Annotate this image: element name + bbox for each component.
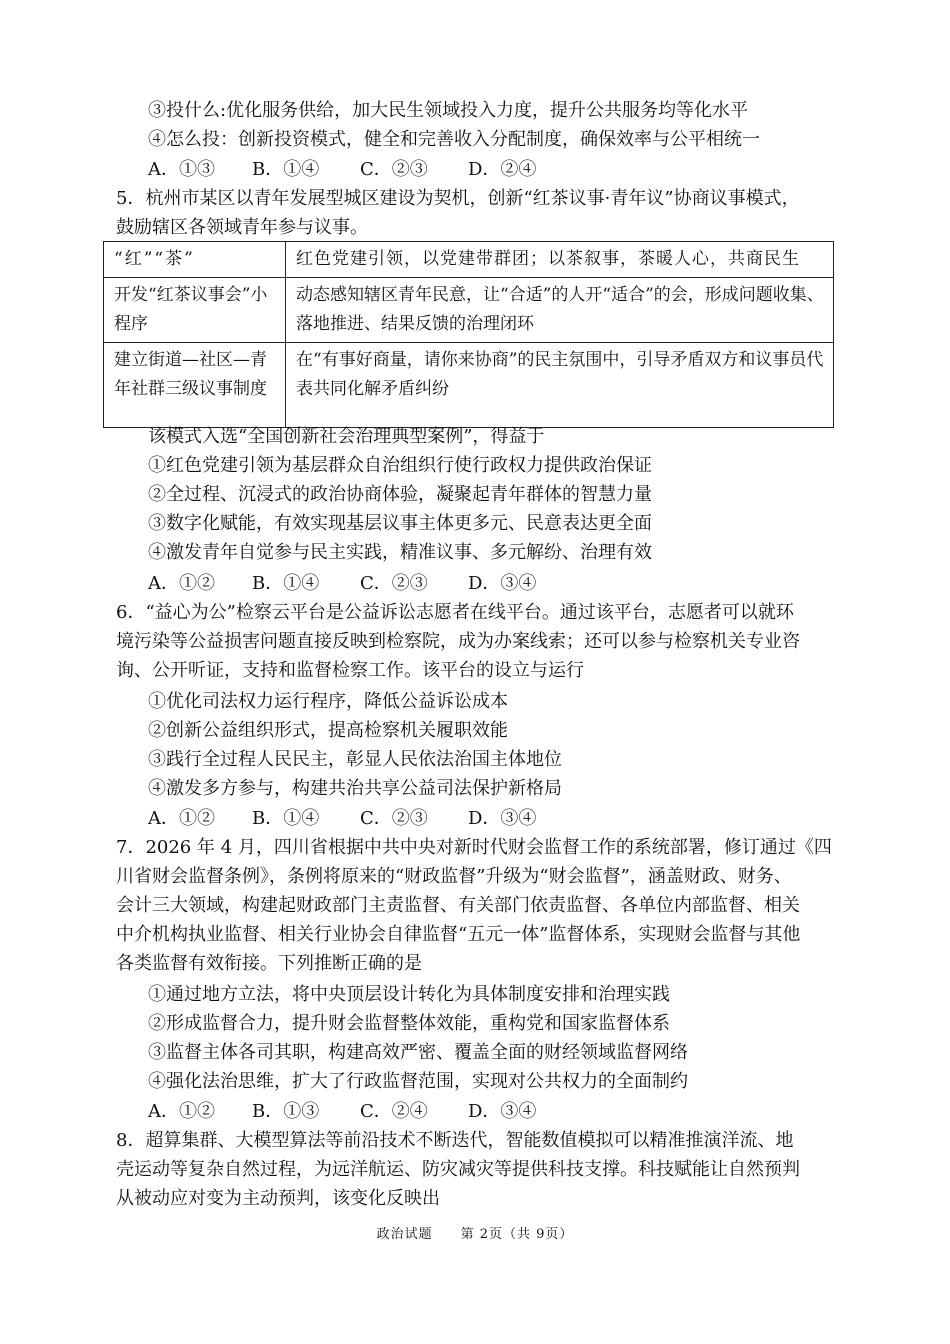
q5-option-d: D．③④ <box>468 573 537 594</box>
q6-option-a: A．①② <box>148 808 215 829</box>
q4-option-b: B．①④ <box>252 159 320 180</box>
q7-item-3: ③监督主体各司其职，构建高效严密、覆盖全面的财经领域监督网络 <box>148 1042 688 1063</box>
q4-options <box>148 157 536 183</box>
q7-option-d: D．③④ <box>468 1101 537 1122</box>
table-row <box>104 242 834 278</box>
q6-options <box>148 806 536 832</box>
q6-stem-line1: 6．“益心为公”检察云平台是公益诉讼志愿者在线平台。通过该平台，志愿者可以就环 <box>116 602 794 623</box>
q8-stem-line2: 壳运动等复杂自然过程，为远洋航运、防灾减灾等提供科技支撑。科技赋能让自然预判 <box>116 1159 800 1180</box>
q7-option-a: A．①② <box>148 1101 215 1122</box>
q4-option-a: A．①③ <box>148 159 215 180</box>
q8-stem-line3: 从被动应对变为主动预判，该变化反映出 <box>116 1188 440 1209</box>
q7-stem-line3: 会计三大领域，构建起财政部门主责监督、有关部门依责监督、各单位内部监督、相关 <box>116 895 800 916</box>
q4-option-d: D．②④ <box>468 159 537 180</box>
q5-item-4: ④激发青年自觉参与民主实践，精准议事、多元解纷、治理有效 <box>148 542 652 563</box>
q4-option-c: C．②③ <box>360 159 428 180</box>
q5-item-1: ①红色党建引领为基层群众自治组织行使行政权力提供政治保证 <box>148 455 652 476</box>
table-cell-left: 开发“红茶议事会”小程序 <box>104 278 286 343</box>
q6-option-d: D．③④ <box>468 808 537 829</box>
q7-stem-line2: 川省财会监督条例》，条例将原来的“财政监督”升级为“财会监督”，涵盖财政、财务、 <box>116 866 792 887</box>
q4-item-3: ③投什么:优化服务供给，加大民生领域投入力度，提升公共服务均等化水平 <box>148 100 749 121</box>
q7-item-1: ①通过地方立法，将中央顶层设计转化为具体制度安排和治理实践 <box>148 984 670 1005</box>
q5-item-3: ③数字化赋能，有效实现基层议事主体更多元、民意表达更全面 <box>148 513 652 534</box>
q5-option-b: B．①④ <box>252 573 320 594</box>
q7-option-c: C．②④ <box>360 1101 428 1122</box>
table-cell-right: 红色党建引领，以党建带群团；以茶叙事，茶暖人心，共商民生 <box>286 242 834 278</box>
q5-item-2: ②全过程、沉浸式的政治协商体验，凝聚起青年群体的智慧力量 <box>148 484 652 505</box>
q7-stem-line5: 各类监督有效衔接。下列推断正确的是 <box>116 953 422 974</box>
q6-item-1: ①优化司法权力运行程序，降低公益诉讼成本 <box>148 691 508 712</box>
q5-stem-line1: 5．杭州市某区以青年发展型城区建设为契机，创新“红茶议事·青年议”协商议事模式， <box>116 188 800 209</box>
table-row <box>104 278 834 343</box>
q4-item-4: ④怎么投：创新投资模式，健全和完善收入分配制度，确保效率与公平相统一 <box>148 129 760 150</box>
q7-stem-line4: 中介机构执业监督、相关行业协会自律监督“五元一体”监督体系，实现财会监督与其他 <box>116 924 801 945</box>
q8-stem-line1: 8．超算集群、大模型算法等前沿技术不断迭代，智能数值模拟可以精准推演洋流、地 <box>116 1130 794 1151</box>
table-row <box>104 343 834 428</box>
q7-item-2: ②形成监督合力，提升财会监督整体效能，重构党和国家监督体系 <box>148 1013 670 1034</box>
q6-item-3: ③践行全过程人民民主，彰显人民依法治国主体地位 <box>148 749 562 770</box>
q5-stem-line2: 鼓励辖区各领域青年参与议事。 <box>116 217 368 238</box>
q6-option-c: C．②③ <box>360 808 428 829</box>
q6-item-4: ④激发多方参与，构建共治共享公益司法保护新格局 <box>148 778 562 799</box>
q5-lead: 该模式入选“全国创新社会治理典型案例”，得益于 <box>148 426 545 447</box>
q6-stem-line3: 询、公开听证，支持和监督检察工作。该平台的设立与运行 <box>116 660 584 681</box>
q5-options <box>148 571 536 597</box>
table-cell-left: “红”“茶” <box>104 242 286 278</box>
q6-option-b: B．①④ <box>252 808 320 829</box>
table-cell-right: 在“有事好商量，请你来协商”的民主氛围中，引导矛盾双方和议事员代表共同化解矛盾纠纷 <box>286 343 834 428</box>
q5-option-c: C．②③ <box>360 573 428 594</box>
q6-item-2: ②创新公益组织形式，提高检察机关履职效能 <box>148 720 508 741</box>
table-cell-right: 动态感知辖区青年民意，让“合适”的人开“适合”的会，形成问题收集、落地推进、结果反馈的治理闭环 <box>286 278 834 343</box>
q5-table <box>103 241 834 428</box>
q7-option-b: B．①③ <box>252 1101 320 1122</box>
q7-item-4: ④强化法治思维，扩大了行政监督范围，实现对公共权力的全面制约 <box>148 1071 688 1092</box>
table-cell-left: 建立街道—社区—青年社群三级议事制度 <box>104 343 286 428</box>
page-footer: 政治试题 第 2页（共 9页） <box>376 1227 574 1242</box>
q7-stem-line1: 7．2026 年 4 月，四川省根据中共中央对新时代财会监督工作的系统部署，修订通过《四 <box>116 837 832 858</box>
q5-option-a: A．①② <box>148 573 215 594</box>
q6-stem-line2: 境污染等公益损害问题直接反映到检察院，成为办案线索；还可以参与检察机关专业咨 <box>116 631 800 652</box>
q7-options <box>148 1099 536 1125</box>
